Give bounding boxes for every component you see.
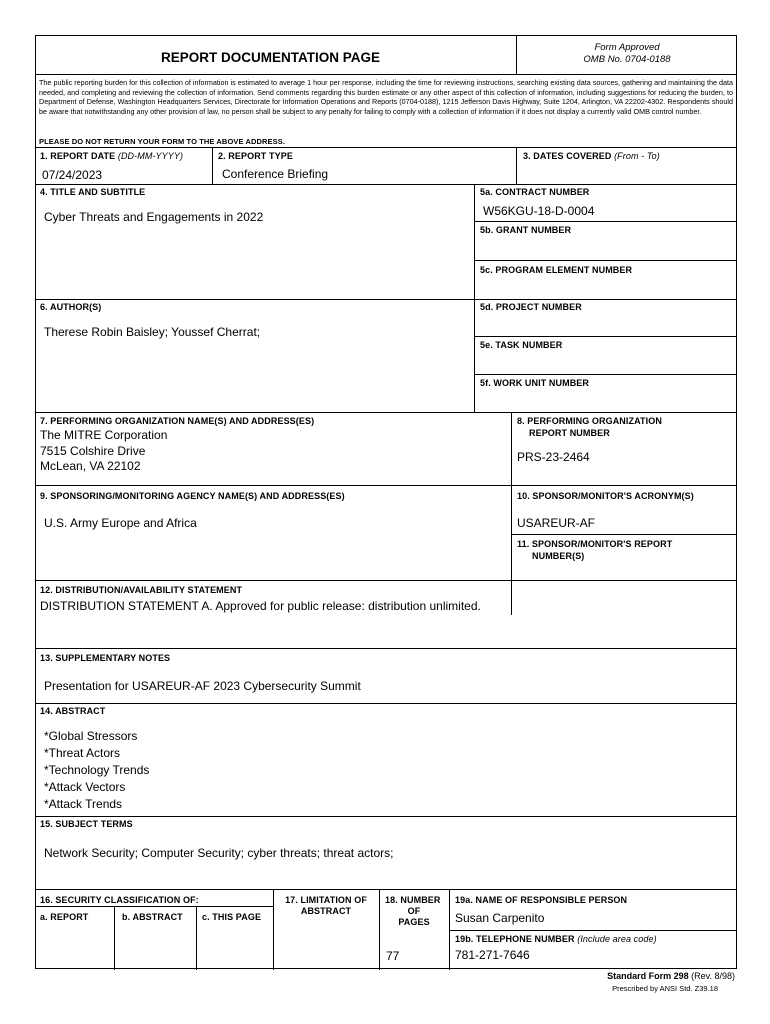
title-value: Cyber Threats and Engagements in 2022: [44, 210, 264, 224]
work-unit-label: 5f. WORK UNIT NUMBER: [480, 378, 589, 388]
limitation-label-1: 17. LIMITATION OF: [285, 895, 367, 905]
subject-terms-label: 15. SUBJECT TERMS: [40, 819, 133, 829]
burden-notice: The public reporting burden for this collection of information is estimated to average 1 hour per response, including the time for reviewing instructions, searching existing data sources, gathering and maintaining the data needed, and completing and reviewing the collection of information. Send comments regarding this burden estimate or any other aspect of this collection of information, including suggestions for reducing the burden, to Department of Defense, Washington Headquarters Services, Directorate for Information Operations and Reports (0704-0188), 1215 Jefferson Davis Highway, Suite 1204, Arlington, VA 22202-4302. Respondents should be aware that notwithstanding any other provision of law, no person shall be subject to any penalty for failing to comply with a collection of information if it does not display a currently valid OMB control number.: [39, 78, 733, 116]
dates-covered-label: 3. DATES COVERED (From - To): [523, 151, 660, 161]
monitor-report-label-1: 11. SPONSOR/MONITOR'S REPORT: [517, 539, 673, 549]
authors-label: 6. AUTHOR(S): [40, 302, 102, 312]
abstract-label: 14. ABSTRACT: [40, 706, 106, 716]
security-abstract-label: b. ABSTRACT: [122, 912, 183, 922]
project-number-label: 5d. PROJECT NUMBER: [480, 302, 582, 312]
performing-report-label-1: 8. PERFORMING ORGANIZATION: [517, 416, 662, 426]
performing-org-address: [40, 428, 167, 475]
monitor-report-label-2: NUMBER(S): [532, 551, 585, 561]
program-element-label: 5c. PROGRAM ELEMENT NUMBER: [480, 265, 633, 275]
performing-report-label-2: REPORT NUMBER: [529, 428, 610, 438]
address-line: McLean, VA 22102: [40, 459, 141, 473]
distribution-value: DISTRIBUTION STATEMENT A. Approved for public release: distribution unlimited.: [40, 599, 481, 613]
security-page-label: c. THIS PAGE: [202, 912, 262, 922]
report-date-label: 1. REPORT DATE (DD-MM-YYYY): [40, 151, 184, 161]
pages-label-1: 18. NUMBER: [385, 895, 441, 905]
security-classification-label: 16. SECURITY CLASSIFICATION OF:: [40, 895, 199, 905]
form-approved-text: Form Approved: [594, 42, 660, 53]
address-line: The MITRE Corporation: [40, 428, 168, 442]
abstract-item: *Threat Actors: [44, 746, 121, 760]
sponsor-value: U.S. Army Europe and Africa: [44, 516, 197, 530]
standard-form-footer: [607, 971, 735, 981]
abstract-item: *Global Stressors: [44, 729, 138, 743]
sponsor-label: 9. SPONSORING/MONITORING AGENCY NAME(S) AND ADDRESS(ES): [40, 491, 345, 501]
acronym-label: 10. SPONSOR/MONITOR'S ACRONYM(S): [517, 491, 694, 501]
address-line: 7515 Colshire Drive: [40, 443, 146, 458]
authors-value: Therese Robin Baisley; Youssef Cherrat;: [44, 325, 261, 339]
responsible-person-label: 19a. NAME OF RESPONSIBLE PERSON: [455, 895, 628, 905]
task-number-label: 5e. TASK NUMBER: [480, 340, 563, 350]
report-type-label: 2. REPORT TYPE: [218, 151, 293, 161]
pages-label-3: PAGES: [398, 917, 430, 927]
pages-value: 77: [386, 949, 400, 963]
abstract-item: *Attack Vectors: [44, 780, 126, 794]
abstract-item: *Attack Trends: [44, 797, 123, 811]
page-title: REPORT DOCUMENTATION PAGE: [161, 50, 380, 65]
supplementary-label: 13. SUPPLEMENTARY NOTES: [40, 653, 171, 663]
omb-number: OMB No. 0704-0188: [583, 54, 671, 65]
report-type-value: Conference Briefing: [222, 167, 329, 181]
title-label: 4. TITLE AND SUBTITLE: [40, 187, 146, 197]
grant-number-label: 5b. GRANT NUMBER: [480, 225, 572, 235]
responsible-person-value: Susan Carpenito: [455, 911, 545, 925]
subject-terms-value: Network Security; Computer Security; cyber threats; threat actors;: [44, 846, 394, 860]
performing-report-value: PRS-23-2464: [517, 450, 590, 464]
abstract-item: *Technology Trends: [44, 763, 150, 777]
security-report-label: a. REPORT: [40, 912, 89, 922]
standard-form-number: Standard Form 298: [607, 971, 689, 981]
contract-number-label: 5a. CONTRACT NUMBER: [480, 187, 590, 197]
telephone-label: 19b. TELEPHONE NUMBER (Include area code): [455, 934, 657, 944]
prescribed-by: Prescribed by ANSI Std. Z39.18: [612, 984, 718, 993]
report-documentation-form: [35, 35, 737, 969]
supplementary-value: Presentation for USAREUR-AF 2023 Cybersecurity Summit: [44, 679, 361, 693]
abstract-list: [44, 728, 149, 813]
omb-approval: [516, 42, 738, 66]
acronym-value: USAREUR-AF: [517, 516, 596, 530]
pages-label-2: OF: [407, 906, 421, 916]
performing-org-label: 7. PERFORMING ORGANIZATION NAME(S) AND ADDRESS(ES): [40, 416, 315, 426]
form-revision: (Rev. 8/98): [691, 971, 735, 981]
report-date-value: 07/24/2023: [42, 168, 103, 182]
telephone-value: 781-271-7646: [455, 948, 530, 962]
do-not-return-notice: PLEASE DO NOT RETURN YOUR FORM TO THE ABOVE ADDRESS.: [39, 137, 286, 146]
distribution-label: 12. DISTRIBUTION/AVAILABILITY STATEMENT: [40, 585, 243, 595]
limitation-label-2: ABSTRACT: [300, 906, 352, 916]
contract-number-value: W56KGU-18-D-0004: [483, 204, 595, 218]
